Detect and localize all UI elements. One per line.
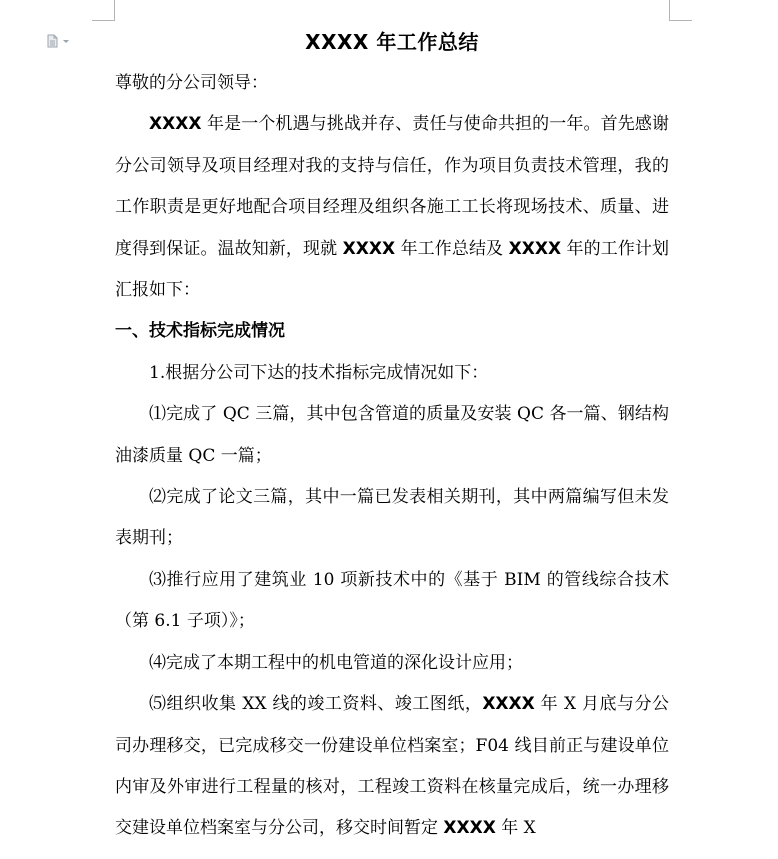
document-title: XXXX 年工作总结 <box>305 30 479 54</box>
document-body <box>115 24 669 850</box>
sub-item-1: ⑴完成了 QC 三篇，其中包含管道的质量及安装 QC 各一篇、钢结构油漆质量 QC 一篇； <box>115 404 669 466</box>
greeting: 尊敬的分公司领导： <box>115 73 268 93</box>
list-item-1: 1.根据分公司下达的技术指标完成情况如下： <box>149 362 489 383</box>
document-dropdown-icon <box>46 34 76 48</box>
crop-mark-top-right <box>669 0 692 21</box>
section-heading-tech-indicators: 一、技术指标完成情况 <box>115 321 285 342</box>
intro-paragraph: XXXX 年是一个机遇与挑战并存、责任与使命共担的一年。首先感谢分公司领导及项目经理对我的支持与信任，作为项目负责技术管理，我的工作职责是更好地配合项目经理及组织各施工工长将现场技术、质量、进度得到保证。温故知新，现就 XXXX 年工作总结及 XXXX 年的工作计划汇报如下： <box>115 114 670 301</box>
crop-mark-top-left <box>92 0 115 21</box>
sub-item-4: ⑷完成了本期工程中的机电管道的深化设计应用； <box>149 652 523 673</box>
sub-item-2: ⑵完成了论文三篇，其中一篇已发表相关期刊，其中两篇编写但未发表期刊； <box>115 487 669 549</box>
sub-item-5: ⑸组织收集 XX 线的竣工资料、竣工图纸，XXXX 年 X 月底与分公司办理移交，已完成移交一份建设单位档案室；F04 线目前正与建设单位内审及外审进行工程量的核对，工程竣工资料在核量完成后，统一办理移交建设单位档案室与分公司，移交时间暂定 XXXX 年 X <box>115 694 669 839</box>
document-icon[interactable] <box>46 33 76 47</box>
sub-item-3: ⑶推行应用了建筑业 10 项新技术中的《基于 BIM 的管线综合技术（第 6.1 子项）》； <box>115 569 669 632</box>
